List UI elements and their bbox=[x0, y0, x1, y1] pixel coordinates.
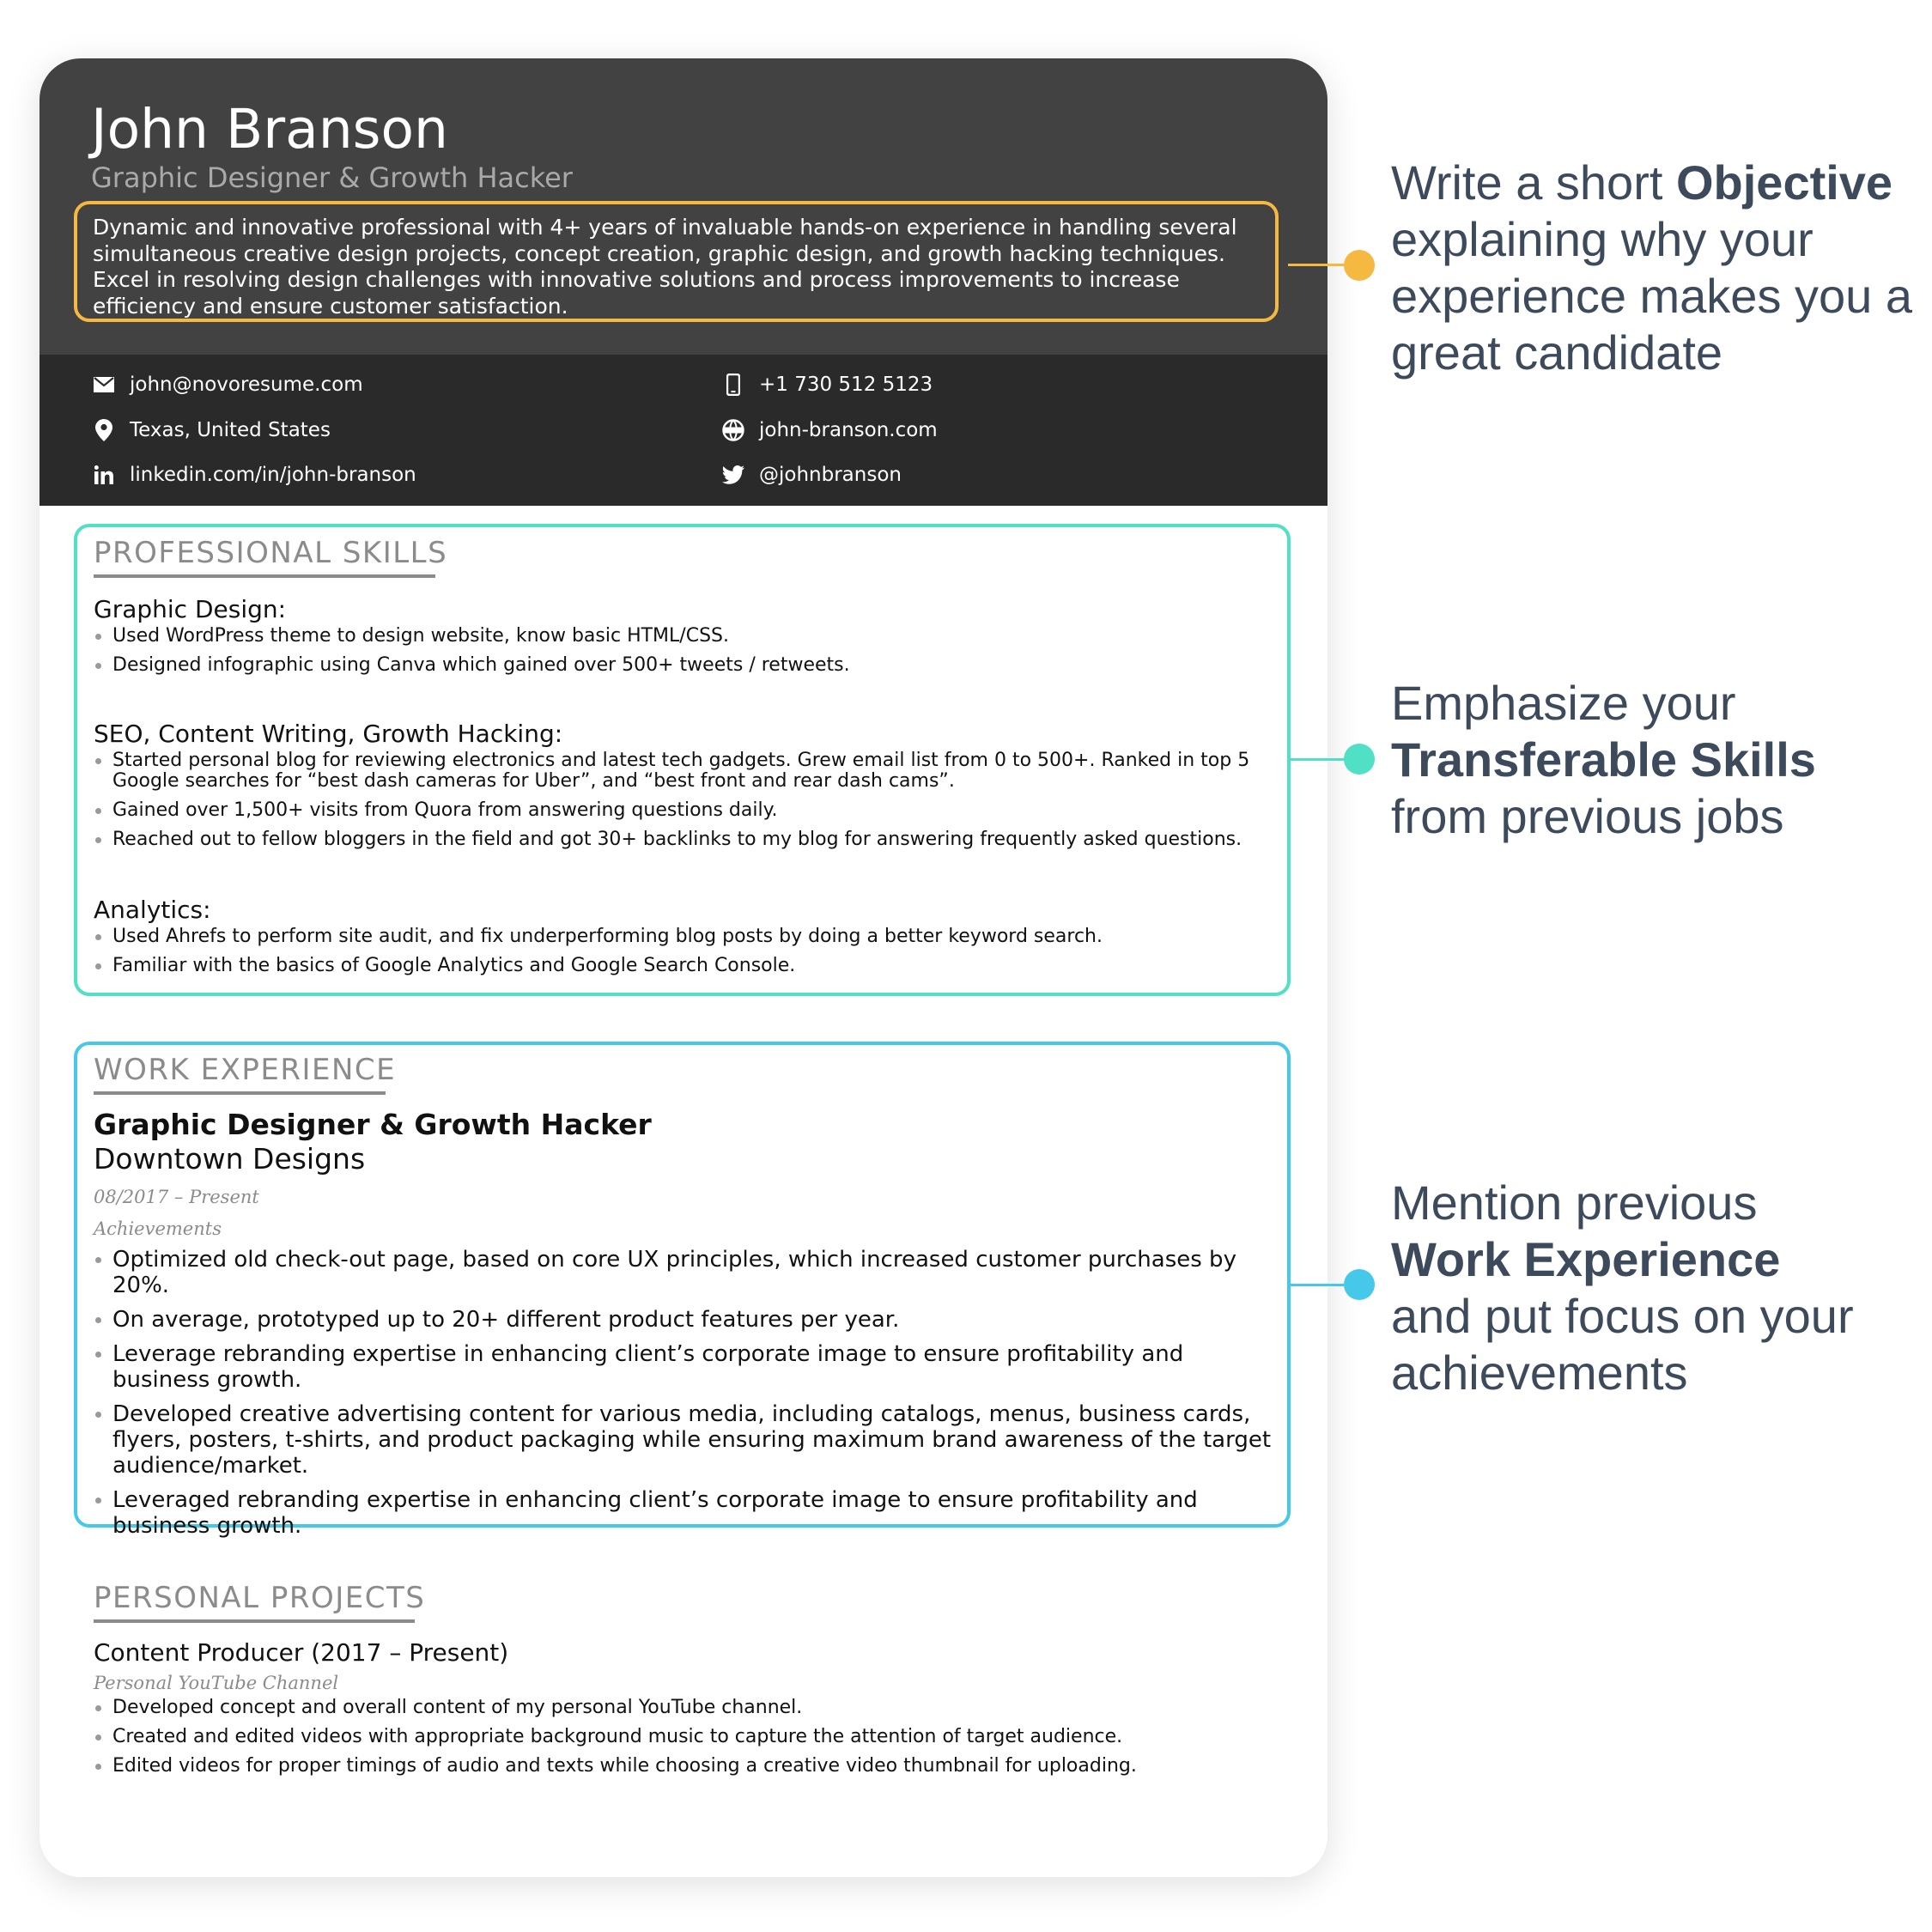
contact-location-text: Texas, United States bbox=[130, 419, 331, 441]
work-connector-dot bbox=[1344, 1269, 1375, 1300]
callout-emphasis: Work Experience bbox=[1391, 1232, 1781, 1286]
globe-icon bbox=[722, 419, 744, 441]
list-item: On average, prototyped up to 20+ different product features per year. bbox=[94, 1307, 1287, 1333]
resume-card bbox=[39, 58, 1327, 1877]
twitter-icon bbox=[722, 464, 744, 486]
list-item: Optimized old check-out page, based on core UX principles, which increased customer purchases by 20%. bbox=[94, 1247, 1287, 1298]
contact-website bbox=[722, 419, 938, 441]
work-callout bbox=[1391, 1175, 1906, 1401]
achievements-list bbox=[94, 1247, 1287, 1539]
candidate-subtitle: Graphic Designer & Growth Hacker bbox=[91, 161, 573, 194]
list-item: Reached out to fellow bloggers in the field and got 30+ backlinks to my blog for answering frequently asked questions. bbox=[94, 829, 1296, 850]
contact-phone bbox=[722, 374, 933, 396]
list-item: Developed creative advertising content for various media, including catalogs, menus, business cards, flyers, posters, t-shirts, and product packaging while ensuring maximum brand awareness of the target audience/market. bbox=[94, 1401, 1287, 1479]
project-context: Personal YouTube Channel bbox=[94, 1673, 339, 1693]
projects-title-underline bbox=[94, 1619, 415, 1623]
objective-text: Dynamic and innovative professional with 4+ years of invaluable hands-on experience in handling several simultaneous creative design projects, concept creation, graphic design, and growth hacking techniques. Excel in resolving design challenges with innovative solutions and process improvements to increase efficiency and ensure customer satisfaction. bbox=[93, 215, 1237, 319]
list-item: Leverage rebranding expertise in enhancing client’s corporate image to ensure profitability and business growth. bbox=[94, 1341, 1287, 1393]
skills-callout bbox=[1391, 675, 1906, 845]
callout-text: Emphasize your bbox=[1391, 676, 1736, 730]
contact-linkedin-text: linkedin.com/in/john-branson bbox=[130, 464, 416, 486]
skills-group-list bbox=[94, 927, 1279, 976]
skills-group-heading: Graphic Design: bbox=[94, 595, 287, 623]
contact-twitter bbox=[722, 464, 902, 486]
callout-emphasis: Transferable Skills bbox=[1391, 732, 1816, 787]
candidate-name: John Branson bbox=[91, 98, 448, 161]
achievements-label: Achievements bbox=[94, 1218, 222, 1239]
list-item: Designed infographic using Canva which gained over 500+ tweets / retweets. bbox=[94, 655, 1261, 676]
skills-connector-dot bbox=[1344, 744, 1375, 775]
callout-text: Write a short bbox=[1391, 155, 1663, 210]
work-title-underline bbox=[94, 1091, 386, 1095]
skills-group-list bbox=[94, 626, 1261, 676]
work-section-title: WORK EXPERIENCE bbox=[94, 1053, 397, 1087]
callout-text: from previous jobs bbox=[1391, 789, 1784, 843]
list-item: Edited videos for proper timings of audio and texts while choosing a creative video thumbnail for uploading. bbox=[94, 1756, 1279, 1777]
phone-icon bbox=[722, 374, 744, 396]
contact-linkedin bbox=[93, 464, 416, 486]
job-title: Graphic Designer & Growth Hacker bbox=[94, 1108, 652, 1141]
location-pin-icon bbox=[93, 419, 115, 441]
list-item: Started personal blog for reviewing electronics and latest tech gadgets. Grew email list from 0 to 500+. Ranked in top 5 Google searches for “best dash cameras for Uber”, and “best front and rear dash cams”. bbox=[94, 750, 1296, 792]
callout-text: explaining why your experience makes you a great candidate bbox=[1391, 212, 1913, 380]
list-item: Created and edited videos with appropriate background music to capture the attention of target audience. bbox=[94, 1727, 1279, 1747]
contact-bar bbox=[39, 355, 1327, 506]
skills-title-underline bbox=[94, 574, 435, 578]
contact-email bbox=[93, 374, 363, 396]
objective-connector-dot bbox=[1344, 250, 1375, 281]
list-item: Used WordPress theme to design website, know basic HTML/CSS. bbox=[94, 626, 1261, 647]
contact-phone-text: +1 730 512 5123 bbox=[759, 374, 933, 396]
projects-list bbox=[94, 1698, 1279, 1777]
list-item: Gained over 1,500+ visits from Quora from answering questions daily. bbox=[94, 800, 1296, 821]
objective-box bbox=[74, 201, 1279, 322]
callout-text: and put focus on your achievements bbox=[1391, 1289, 1854, 1400]
contact-email-text: john@novoresume.com bbox=[130, 374, 363, 396]
contact-location bbox=[93, 419, 331, 441]
resume-header bbox=[39, 58, 1327, 355]
job-dates: 08/2017 – Present bbox=[94, 1187, 259, 1207]
project-role: Content Producer (2017 – Present) bbox=[94, 1638, 509, 1667]
email-icon bbox=[93, 374, 115, 396]
skills-group-list bbox=[94, 750, 1296, 850]
skills-group-heading: Analytics: bbox=[94, 896, 211, 924]
list-item: Used Ahrefs to perform site audit, and fix underperforming blog posts by doing a better keyword search. bbox=[94, 927, 1279, 947]
linkedin-icon bbox=[93, 464, 115, 486]
skills-section-title: PROFESSIONAL SKILLS bbox=[94, 536, 448, 570]
list-item: Familiar with the basics of Google Analytics and Google Search Console. bbox=[94, 956, 1279, 976]
projects-section-title: PERSONAL PROJECTS bbox=[94, 1581, 426, 1615]
callout-text: Mention previous bbox=[1391, 1176, 1758, 1230]
skills-group-heading: SEO, Content Writing, Growth Hacking: bbox=[94, 720, 563, 748]
objective-callout bbox=[1391, 155, 1932, 381]
list-item: Developed concept and overall content of my personal YouTube channel. bbox=[94, 1698, 1279, 1718]
contact-website-text: john-branson.com bbox=[759, 419, 938, 441]
list-item: Leveraged rebranding expertise in enhancing client’s corporate image to ensure profitability and business growth. bbox=[94, 1487, 1287, 1539]
contact-twitter-text: @johnbranson bbox=[759, 464, 902, 486]
company-name: Downtown Designs bbox=[94, 1142, 366, 1176]
callout-emphasis: Objective bbox=[1675, 155, 1893, 210]
